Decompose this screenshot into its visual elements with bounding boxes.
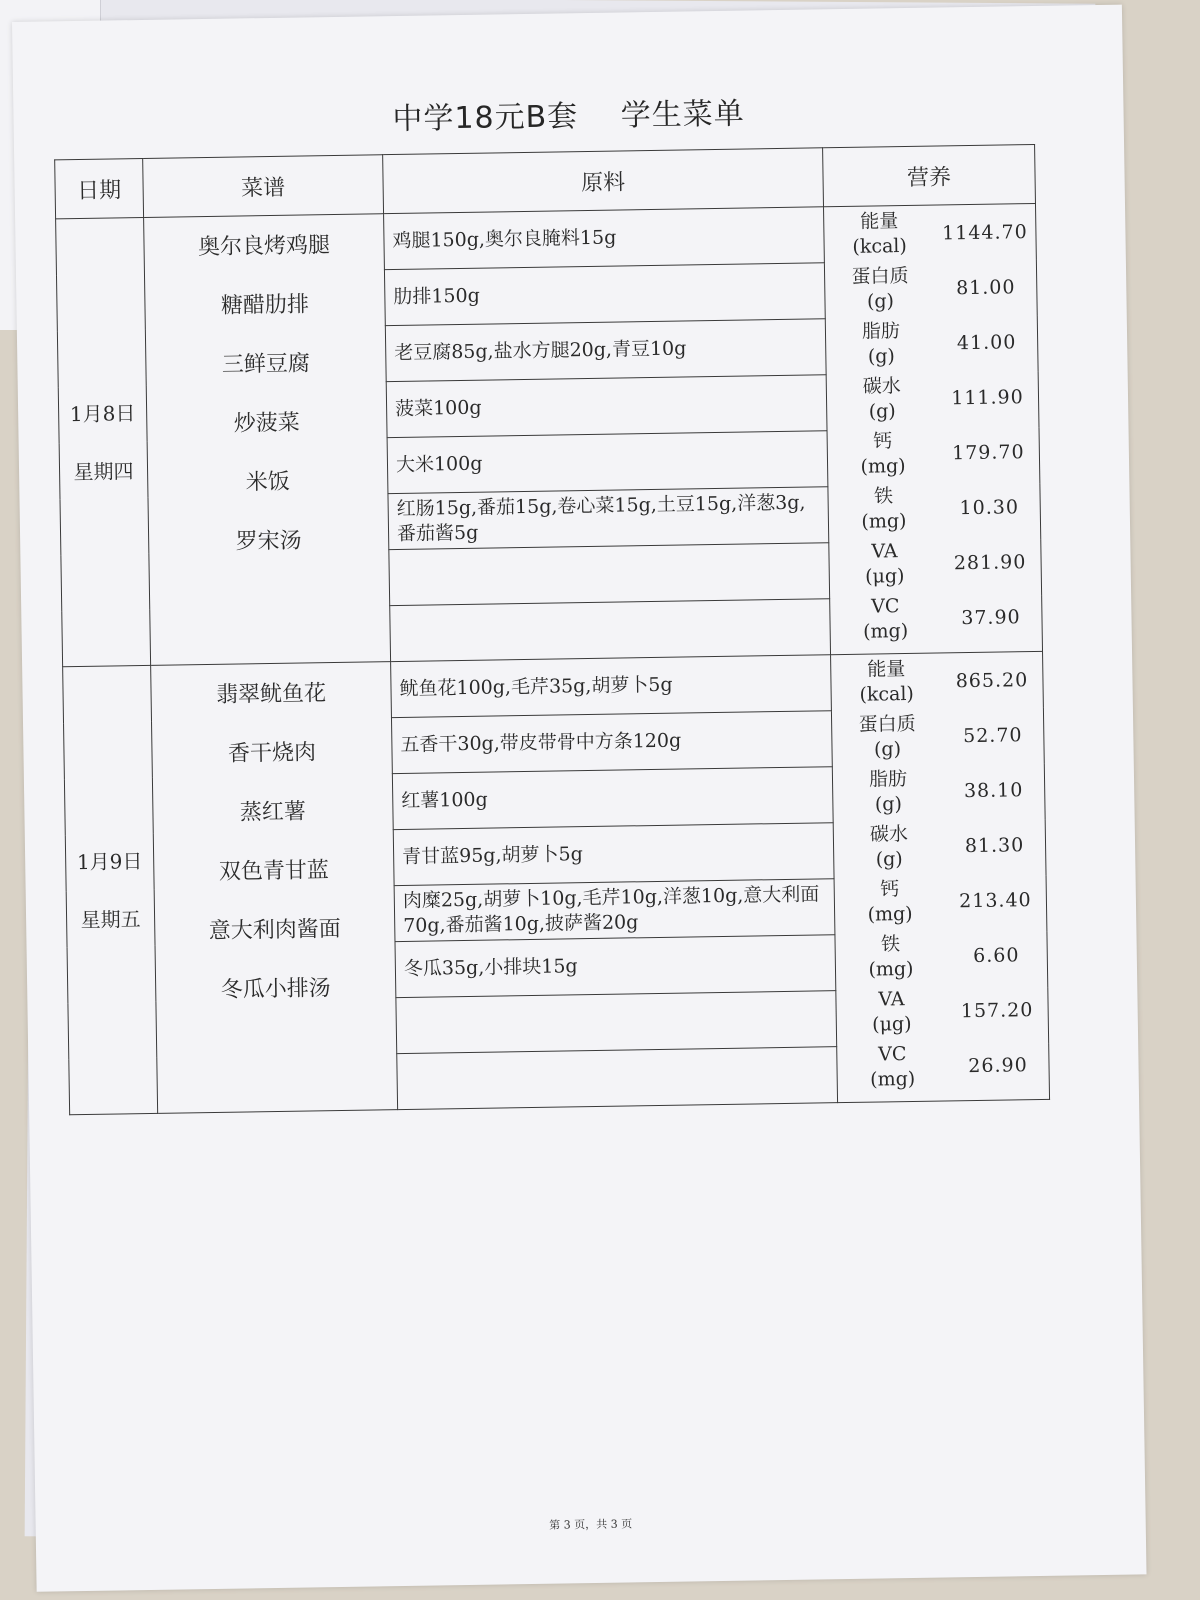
page-footer: 第 3 页，共 3 页 xyxy=(549,1517,633,1532)
page-title xyxy=(13,83,1124,144)
dish-name: 蒸红薯 xyxy=(239,799,307,826)
nutrient-name: 蛋白质 xyxy=(851,264,909,288)
nutrient-unit: (mg) xyxy=(861,509,907,533)
menu-table xyxy=(54,144,1050,1115)
title-menu-label: 学生菜单 xyxy=(620,96,745,134)
ingredient-cell: 肉糜25g,胡萝卜10g,毛芹10g,洋葱10g,意大利面70g,番茄酱10g,披萨酱20g xyxy=(394,879,835,942)
nutrient-value: 213.40 xyxy=(958,888,1032,912)
nutrition-item xyxy=(835,927,1047,985)
header-recipe: 菜谱 xyxy=(143,155,384,218)
nutrient-name: 脂肪 xyxy=(868,767,908,791)
date-cell xyxy=(56,217,151,666)
nutrient-value: 179.70 xyxy=(951,440,1025,464)
nutrient-unit: (μg) xyxy=(872,1012,912,1036)
nutrition-item xyxy=(831,652,1043,710)
dish-name: 奥尔良烤鸡腿 xyxy=(197,233,331,261)
nutrient-label xyxy=(835,876,946,928)
nutrition-item xyxy=(832,707,1044,765)
nutrient-name: 碳水 xyxy=(862,374,901,398)
dish-name: 双色青甘蓝 xyxy=(218,858,330,885)
nutrient-label xyxy=(825,263,936,315)
ingredient-cell: 冬瓜35g,小排块15g xyxy=(395,935,836,998)
header-nutrition: 营养 xyxy=(823,144,1036,206)
ingredient-cell: 五香干30g,带皮带骨中方条120g xyxy=(391,711,832,774)
nutrient-value: 52.70 xyxy=(962,723,1023,747)
ingredient-cell: 老豆腐85g,盐水方腿20g,青豆10g xyxy=(385,319,826,382)
ingredient-cell: 鸡腿150g,奥尔良腌料15g xyxy=(384,207,825,270)
nutrient-unit: (kcal) xyxy=(852,234,907,258)
day-date: 1月9日 xyxy=(76,848,143,874)
nutrient-value: 111.90 xyxy=(951,385,1024,409)
nutrient-name: 能量 xyxy=(867,657,906,681)
nutrition-item xyxy=(837,1037,1049,1095)
nutrition-item xyxy=(836,982,1048,1040)
nutrient-name: 能量 xyxy=(860,209,899,233)
nutrient-value: 865.20 xyxy=(955,668,1029,692)
nutrient-name: 铁 xyxy=(873,484,894,508)
nutrient-unit: (g) xyxy=(874,792,903,816)
nutrient-value: 1144.70 xyxy=(941,220,1028,244)
nutrition-item xyxy=(825,259,1037,317)
nutrient-unit: (mg) xyxy=(868,957,914,981)
nutrient-label xyxy=(824,208,935,260)
nutrition-item xyxy=(830,589,1042,647)
nutrient-value: 81.30 xyxy=(964,833,1025,857)
nutrient-label xyxy=(829,538,940,590)
ingredient-cell xyxy=(397,1047,838,1110)
dish-name: 三鲜豆腐 xyxy=(221,351,311,378)
header-ingredients: 原料 xyxy=(383,148,824,214)
nutrient-unit: (mg) xyxy=(867,902,913,926)
nutrient-label xyxy=(836,986,947,1038)
nutrient-unit: (mg) xyxy=(862,619,909,643)
nutrient-value: 6.60 xyxy=(972,943,1020,967)
nutrient-name: 碳水 xyxy=(869,822,909,846)
nutrient-unit: (g) xyxy=(873,737,902,761)
nutrient-label xyxy=(828,428,939,480)
nutrient-value: 10.30 xyxy=(959,495,1020,519)
menu-sheet xyxy=(12,5,1147,1592)
nutrition-cell xyxy=(831,651,1050,1102)
dish-name: 意大利肉酱面 xyxy=(208,916,341,945)
dish-list xyxy=(144,214,389,582)
nutrient-value: 157.20 xyxy=(960,998,1034,1022)
ingredient-cell: 大米100g xyxy=(387,431,828,494)
nutrient-label xyxy=(831,656,942,708)
nutrient-label xyxy=(830,593,941,645)
dish-name: 香干烧肉 xyxy=(227,740,317,767)
recipe-cell xyxy=(144,214,391,666)
nutrient-unit: (g) xyxy=(867,344,896,368)
ingredient-cell xyxy=(396,991,837,1054)
ingredient-cell: 红薯100g xyxy=(392,767,833,830)
nutrient-name: 钙 xyxy=(872,429,893,453)
nutrient-unit: (g) xyxy=(866,289,895,313)
nutrition-item xyxy=(835,872,1047,930)
nutrient-name: 蛋白质 xyxy=(858,712,916,736)
ingredient-cell xyxy=(390,599,831,662)
nutrient-name: VA xyxy=(878,987,905,1011)
nutrition-item xyxy=(824,204,1036,262)
nutrient-unit: (g) xyxy=(868,399,896,423)
nutrient-unit: (kcal) xyxy=(859,682,915,706)
nutrient-unit: (mg) xyxy=(870,1067,916,1091)
dish-name: 糖醋肋排 xyxy=(220,292,310,319)
nutrition-item xyxy=(827,424,1039,482)
nutrient-value: 81.00 xyxy=(955,275,1016,299)
nutrient-value: 41.00 xyxy=(956,330,1017,354)
dish-name: 罗宋汤 xyxy=(235,528,302,555)
dish-name: 炒菠菜 xyxy=(233,410,301,437)
ingredient-cell: 菠菜100g xyxy=(386,375,827,438)
nutrient-value: 281.90 xyxy=(953,550,1027,574)
nutrient-value: 37.90 xyxy=(961,605,1021,629)
date-cell xyxy=(63,665,158,1114)
nutrient-label xyxy=(827,373,938,425)
ingredient-cell: 青甘蓝95g,胡萝卜5g xyxy=(393,823,834,886)
dish-name: 翡翠鱿鱼花 xyxy=(215,681,327,708)
nutrient-name: VC xyxy=(878,1042,907,1066)
day-weekday: 星期五 xyxy=(80,906,141,932)
dish-name: 米饭 xyxy=(245,469,290,496)
ingredient-cell: 红肠15g,番茄15g,卷心菜15g,土豆15g,洋葱3g,番茄酱5g xyxy=(388,487,829,550)
nutrient-value: 26.90 xyxy=(968,1053,1028,1077)
day-weekday: 星期四 xyxy=(73,458,134,484)
nutrient-name: VA xyxy=(871,539,898,563)
nutrient-unit: (μg) xyxy=(864,564,905,588)
header-date: 日期 xyxy=(55,158,144,218)
nutrient-label xyxy=(835,931,946,983)
day-date: 1月8日 xyxy=(69,400,136,426)
nutrient-name: VC xyxy=(870,594,900,618)
nutrient-name: 脂肪 xyxy=(861,319,901,343)
nutrition-item xyxy=(829,534,1041,592)
nutrient-label xyxy=(833,766,944,818)
ingredient-cell xyxy=(389,543,830,606)
nutrient-unit: (mg) xyxy=(860,454,906,478)
ingredient-cell: 鱿鱼花100g,毛芹35g,胡萝卜5g xyxy=(391,655,832,718)
recipe-cell xyxy=(151,662,398,1114)
nutrition-item xyxy=(833,762,1045,820)
dish-name: 冬瓜小排汤 xyxy=(220,976,331,1003)
nutrient-name: 钙 xyxy=(880,877,900,900)
dish-list xyxy=(151,662,396,1030)
nutrient-value: 38.10 xyxy=(963,778,1024,802)
nutrition-item xyxy=(826,314,1038,372)
nutrient-label xyxy=(837,1041,948,1093)
nutrition-item xyxy=(827,369,1039,427)
nutrient-label xyxy=(832,711,943,763)
menu-table-body xyxy=(56,203,1050,1114)
nutrition-cell xyxy=(824,203,1043,654)
nutrition-item xyxy=(834,817,1046,875)
nutrition-item xyxy=(828,479,1040,537)
nutrient-label xyxy=(826,318,937,370)
nutrient-label xyxy=(828,483,939,535)
nutrient-unit: (g) xyxy=(875,847,903,871)
nutrient-label xyxy=(834,821,945,873)
ingredient-cell: 肋排150g xyxy=(384,263,825,326)
title-set-name: 中学18元B套 xyxy=(392,99,579,138)
nutrient-name: 铁 xyxy=(880,932,901,955)
